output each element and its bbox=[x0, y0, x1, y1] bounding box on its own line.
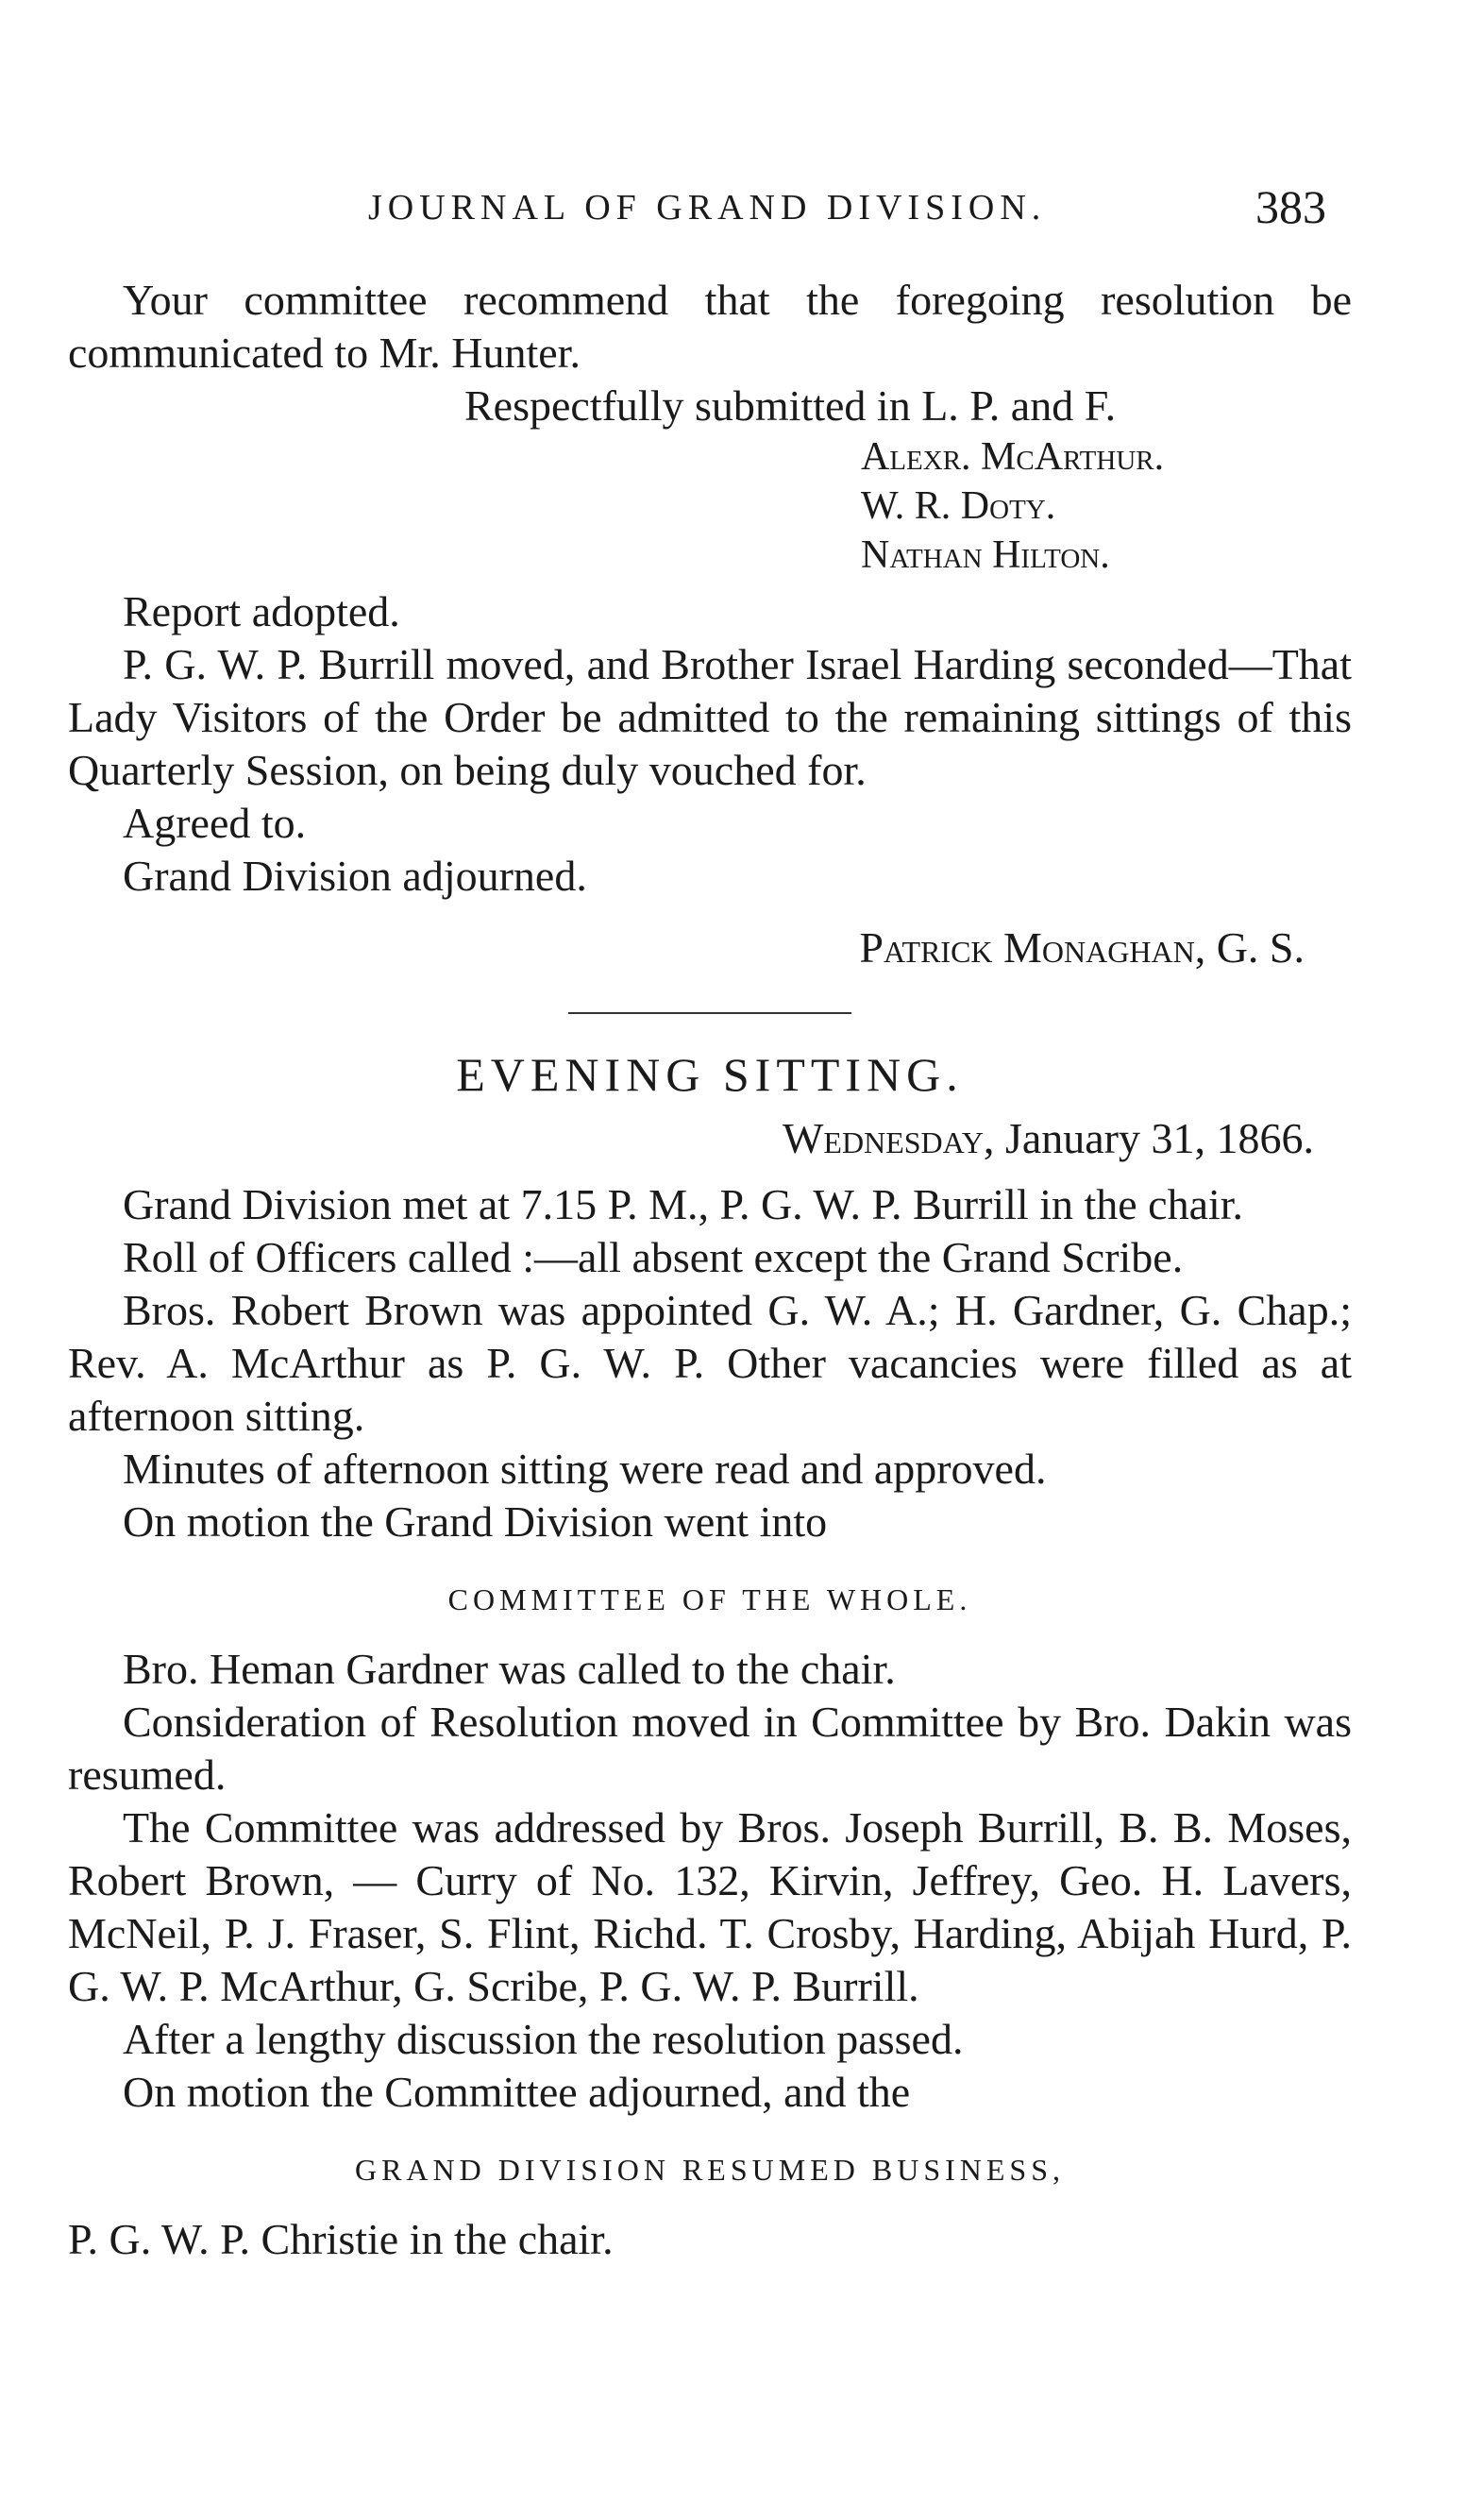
section-title: EVENING SITTING. bbox=[456, 1048, 964, 1101]
scribe-signature: Patrick Monaghan, G. S. bbox=[859, 923, 1305, 972]
signer-name: Nathan Hilton. bbox=[861, 533, 1110, 577]
subsection-heading: GRAND DIVISION RESUMED BUSINESS, bbox=[354, 2153, 1066, 2187]
signer-name: W. R. Doty. bbox=[861, 484, 1056, 528]
minutes-paragraph: Minutes of afternoon sitting were read and approved. bbox=[123, 1445, 1047, 1493]
minutes-paragraph: P. G. W. P. Christie in the chair. bbox=[68, 2215, 614, 2263]
minutes-paragraph: After a lengthy discussion the resolution passed. bbox=[123, 2015, 964, 2063]
date-rest: January 31, 1866. bbox=[994, 1114, 1314, 1162]
minutes-paragraph: Roll of Officers called :—all absent except the Grand Scribe. bbox=[123, 1233, 1184, 1281]
signoff-line: Respectfully submitted in L. P. and F. bbox=[464, 381, 1117, 430]
adjourned-line: Grand Division adjourned. bbox=[123, 852, 587, 900]
committee-paragraph: Your committee recommend that the foregoing resolution be communicated to Mr. Hunter. bbox=[68, 276, 1352, 377]
date-day: Wednesday, bbox=[783, 1114, 995, 1162]
agreed-line: Agreed to. bbox=[123, 799, 307, 847]
running-header bbox=[0, 180, 1465, 244]
minutes-paragraph: Bros. Robert Brown was appointed G. W. A.; H. Gardner, G. Chap.; Rev. A. McArthur as P. G. W. P. Other vacancies were filled as at afternoon sitting. bbox=[68, 1286, 1352, 1440]
minutes-paragraph: The Committee was addressed by Bros. Joseph Burrill, B. B. Moses, Robert Brown, — Curry of No. 132, Kirvin, Jeffrey, Geo. H. Lavers, McNeil, P. J. Fraser, S. Flint, Richd. T. Crosby, Harding, Abijah Hurd, P. G. W. P. McArthur, G. Scribe, P. G. W. P. Burrill. bbox=[68, 1803, 1352, 2010]
page-number: 383 bbox=[1255, 180, 1326, 233]
section-divider bbox=[568, 1012, 851, 1014]
header-title: JOURNAL OF GRAND DIVISION. bbox=[368, 188, 1047, 228]
minutes-paragraph: On motion the Committee adjourned, and the bbox=[123, 2068, 911, 2116]
subsection-heading: COMMITTEE OF THE WHOLE. bbox=[447, 1582, 972, 1616]
page-body bbox=[68, 274, 1352, 2266]
report-adopted: Report adopted. bbox=[123, 587, 400, 635]
minutes-paragraph: Grand Division met at 7.15 P. M., P. G. W. P. Burrill in the chair. bbox=[123, 1180, 1244, 1228]
minutes-paragraph: Bro. Heman Gardner was called to the chair. bbox=[123, 1645, 896, 1693]
motion-paragraph: P. G. W. P. Burrill moved, and Brother Israel Harding seconded—That Lady Visitors of the Order be admitted to the remaining sittings of this Quarterly Session, on being duly vouched for. bbox=[68, 640, 1352, 794]
sitting-date bbox=[68, 1112, 1352, 1165]
minutes-paragraph: Consideration of Resolution moved in Committee by Bro. Dakin was resumed. bbox=[68, 1698, 1352, 1799]
signer-name: Alexr. McArthur. bbox=[861, 435, 1165, 479]
minutes-paragraph: On motion the Grand Division went into bbox=[123, 1497, 828, 1546]
